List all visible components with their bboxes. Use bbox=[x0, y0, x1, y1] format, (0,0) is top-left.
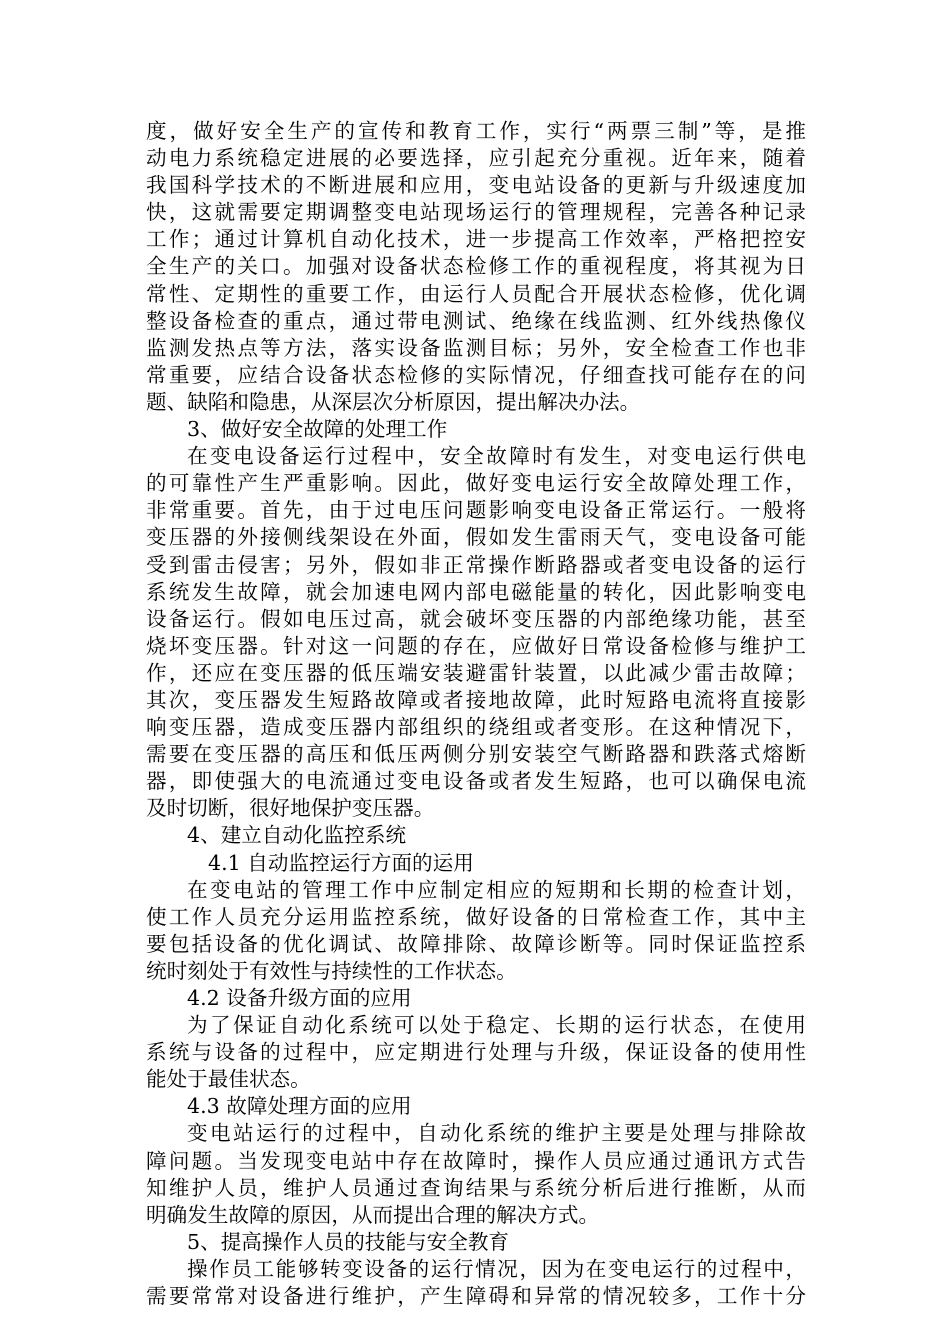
text-line: 其次，变压器发生短路故障或者接地故障，此时短路电流将直接影 bbox=[146, 687, 806, 712]
text-line: 器，即使强大的电流通过变电设备或者发生短路，也可以确保电流 bbox=[146, 769, 806, 794]
text-line: 监测发热点等方法，落实设备监测目标；另外，安全检查工作也非 bbox=[146, 335, 806, 360]
text-line: 受到雷击侵害；另外，假如非正常操作断路器或者变电设备的运行 bbox=[146, 552, 806, 577]
text-line: 要包括设备的优化调试、故障排除、故障诊断等。同时保证监控系 bbox=[146, 931, 806, 956]
text-line: 4、建立自动化监控系统 bbox=[187, 823, 407, 848]
text-line: 5、提高操作人员的技能与安全教育 bbox=[187, 1229, 510, 1254]
text-line: 系统与设备的过程中，应定期进行处理与升级，保证设备的使用性 bbox=[146, 1040, 806, 1065]
text-line: 变电站运行的过程中，自动化系统的维护主要是处理与排除故 bbox=[187, 1121, 806, 1146]
text-line: 操作员工能够转变设备的运行情况，因为在变电运行的过程中， bbox=[187, 1256, 806, 1281]
text-line: 常重要，应结合设备状态检修的实际情况，仔细查找可能存在的问 bbox=[146, 362, 806, 387]
text-line: 4.1 自动监控运行方面的运用 bbox=[208, 850, 474, 875]
text-line: 在变电设备运行过程中，安全故障时有发生，对变电运行供电 bbox=[187, 444, 806, 469]
text-line: 整设备检查的重点，通过带电测试、绝缘在线监测、红外线热像仪 bbox=[146, 308, 806, 333]
text-line: 设备运行。假如电压过高，就会破坏变压器的内部绝缘功能，甚至 bbox=[146, 606, 806, 631]
text-line: 常性、定期性的重要工作，由运行人员配合开展状态检修，优化调 bbox=[146, 281, 806, 306]
text-line: 统时刻处于有效性与持续性的工作状态。 bbox=[146, 958, 517, 983]
text-line: 变压器的外接侧线架设在外面，假如发生雷雨天气，变电设备可能 bbox=[146, 525, 806, 550]
text-line: 在变电站的管理工作中应制定相应的短期和长期的检查计划， bbox=[187, 877, 806, 902]
text-line: 知维护人员，维护人员通过查询结果与系统分析后进行推断，从而 bbox=[146, 1175, 806, 1200]
text-line: 作，还应在变压器的低压端安装避雷针装置，以此减少雷击故障； bbox=[146, 660, 806, 685]
text-line: 烧坏变压器。针对这一问题的存在，应做好日常设备检修与维护工 bbox=[146, 633, 806, 658]
text-line: 我国科学技术的不断进展和应用，变电站设备的更新与升级速度加 bbox=[146, 173, 806, 198]
text-line: 度，做好安全生产的宣传和教育工作，实行“两票三制”等，是推 bbox=[146, 119, 806, 143]
text-line: 的可靠性产生严重影响。因此，做好变电运行安全故障处理工作， bbox=[146, 471, 806, 496]
text-line: 快，这就需要定期调整变电站现场运行的管理规程，完善各种记录 bbox=[146, 200, 806, 225]
text-line: 为了保证自动化系统可以处于稳定、长期的运行状态，在使用 bbox=[187, 1013, 806, 1038]
text-line: 需要常常对设备进行维护，产生障碍和异常的情况较多，工作十分 bbox=[146, 1284, 806, 1309]
text-line: 响变压器，造成变压器内部组织的绕组或者变形。在这种情况下， bbox=[146, 715, 806, 740]
text-line: 题、缺陷和隐患，从深层次分析原因，提出解决办法。 bbox=[146, 389, 641, 414]
document-page bbox=[146, 118, 806, 1310]
text-line: 4.3 故障处理方面的应用 bbox=[187, 1094, 412, 1119]
text-line: 3、做好安全故障的处理工作 bbox=[187, 417, 448, 442]
text-line: 及时切断，很好地保护变压器。 bbox=[146, 796, 435, 821]
text-line: 非常重要。首先，由于过电压问题影响变电设备正常运行。一般将 bbox=[146, 498, 806, 523]
text-line: 使工作人员充分运用监控系统，做好设备的日常检查工作，其中主 bbox=[146, 904, 806, 929]
text-line: 工作；通过计算机自动化技术，进一步提高工作效率，严格把控安 bbox=[146, 227, 806, 252]
text-line: 需要在变压器的高压和低压两侧分别安装空气断路器和跌落式熔断 bbox=[146, 742, 806, 767]
text-line: 4.2 设备升级方面的应用 bbox=[187, 986, 412, 1010]
text-line: 动电力系统稳定进展的必要选择，应引起充分重视。近年来，随着 bbox=[146, 146, 806, 171]
text-line: 障问题。当发现变电站中存在故障时，操作人员应通过通讯方式告 bbox=[146, 1148, 806, 1173]
text-line: 能处于最佳状态。 bbox=[146, 1067, 311, 1092]
text-line: 明确发生故障的原因，从而提出合理的解决方式。 bbox=[146, 1202, 600, 1227]
text-line: 系统发生故障，就会加速电网内部电磁能量的转化，因此影响变电 bbox=[146, 579, 806, 604]
text-line: 全生产的关口。加强对设备状态检修工作的重视程度，将其视为日 bbox=[146, 254, 806, 279]
